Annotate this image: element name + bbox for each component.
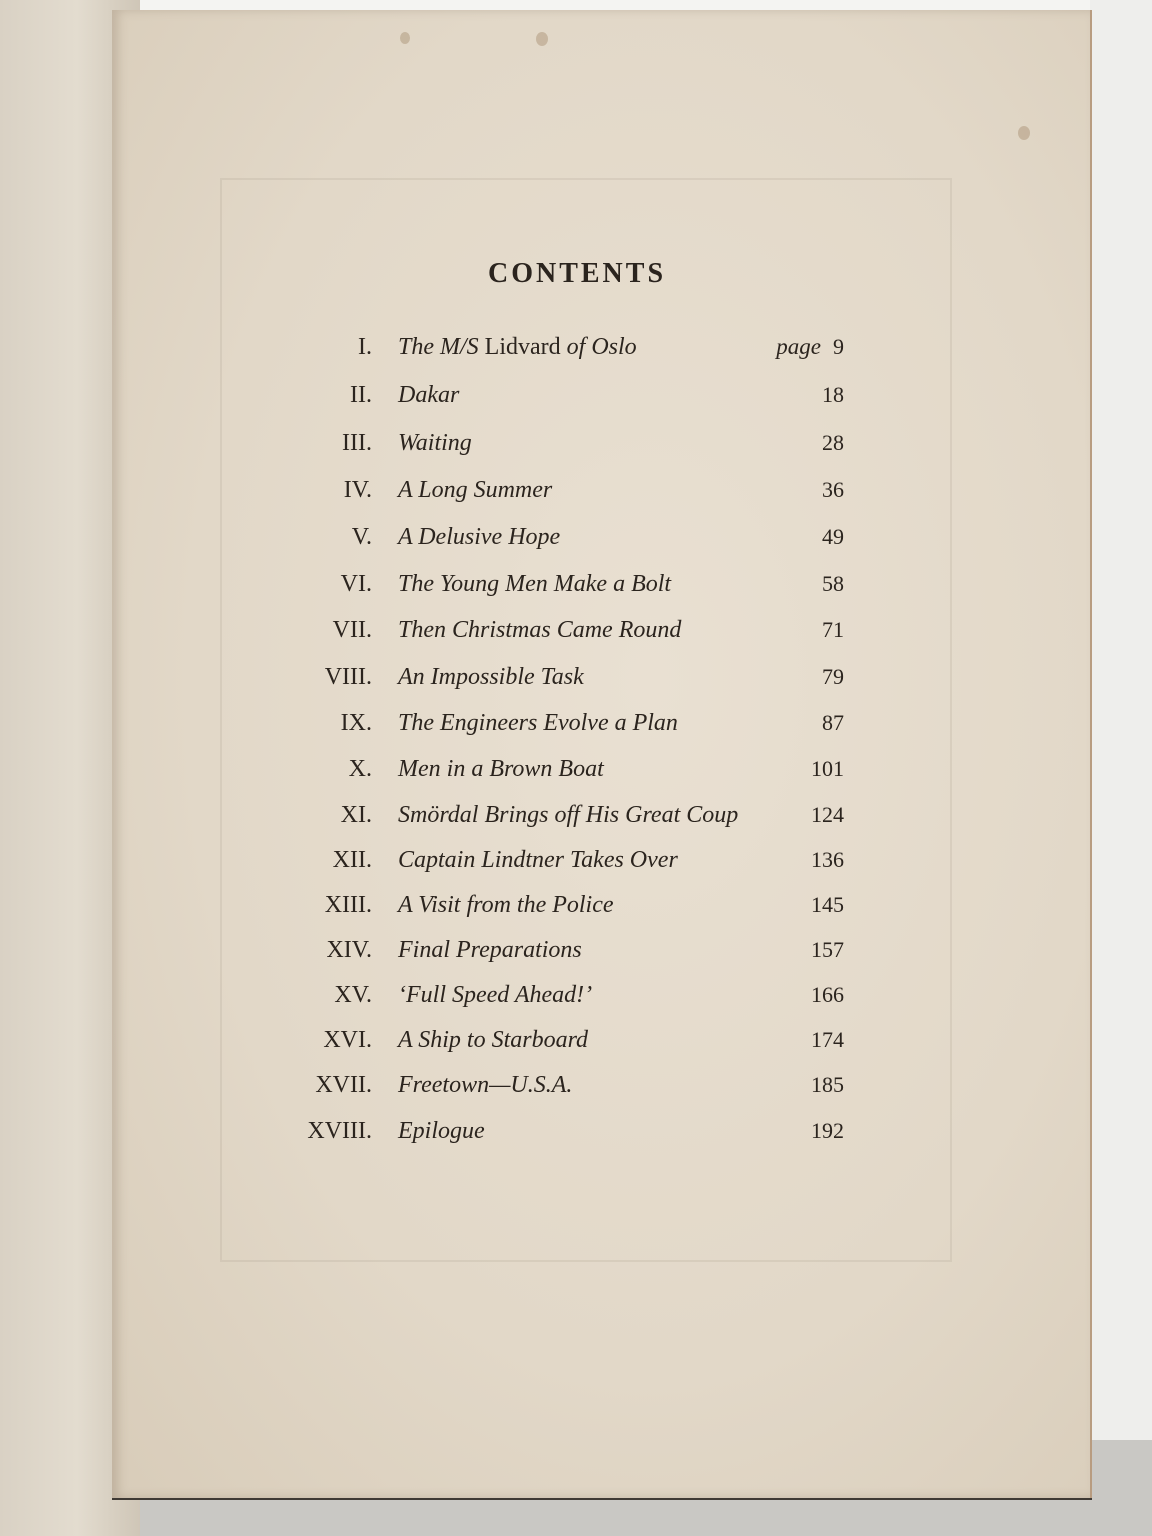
page-number: 49: [822, 524, 844, 549]
page-number: 101: [811, 756, 844, 781]
chapter-title: Waiting: [398, 430, 472, 456]
contents-heading: CONTENTS: [487, 258, 667, 289]
toc-row-8: [0, 664, 1152, 704]
toc-row-1: [0, 334, 1152, 374]
chapter-numeral: IX.: [340, 710, 372, 736]
page-number: 145: [811, 892, 844, 917]
page-number: 9: [833, 334, 844, 359]
chapter-title: [398, 334, 637, 361]
toc-row-3: [0, 430, 1152, 470]
toc-row-17: [0, 1072, 1152, 1112]
page-number: 185: [811, 1072, 844, 1097]
toc-row-11: [0, 802, 1152, 842]
chapter-numeral: XVI.: [323, 1027, 372, 1053]
chapter-numeral: IV.: [343, 477, 372, 503]
page-number: 71: [822, 617, 844, 642]
page-number: 87: [822, 710, 844, 735]
chapter-title: Epilogue: [398, 1118, 485, 1144]
page-number: 192: [811, 1118, 844, 1143]
chapter-title: A Delusive Hope: [398, 524, 561, 550]
toc-row-7: [0, 617, 1152, 657]
page-number: 174: [811, 1027, 844, 1052]
chapter-numeral: XVIII.: [307, 1118, 372, 1144]
chapter-title: Final Preparations: [398, 937, 582, 963]
chapter-numeral: II.: [350, 382, 372, 408]
chapter-title: A Long Summer: [398, 477, 553, 503]
chapter-title: Freetown—U.S.A.: [398, 1072, 573, 1098]
chapter-title: Then Christmas Came Round: [398, 617, 682, 643]
chapter-title: An Impossible Task: [398, 664, 584, 690]
page-number: 28: [822, 430, 844, 455]
page-number: 58: [822, 571, 844, 596]
chapter-title: ‘Full Speed Ahead!’: [398, 982, 593, 1008]
chapter-numeral: XVII.: [315, 1072, 372, 1098]
chapter-numeral: XV.: [334, 982, 372, 1008]
toc-row-10: [0, 756, 1152, 796]
toc-row-5: [0, 524, 1152, 564]
ship-name: Lidvard: [484, 334, 561, 360]
toc-row-18: [0, 1118, 1152, 1158]
chapter-title: The Engineers Evolve a Plan: [398, 710, 678, 736]
page-number: 166: [811, 982, 844, 1007]
toc-row-13: [0, 892, 1152, 932]
page-number: 18: [822, 382, 844, 407]
chapter-numeral: VI.: [340, 571, 372, 597]
chapter-numeral: V.: [351, 524, 372, 550]
chapter-numeral: VII.: [332, 617, 372, 643]
chapter-numeral: X.: [348, 756, 372, 782]
chapter-numeral: III.: [342, 430, 372, 456]
page-number: 136: [811, 847, 844, 872]
toc-row-4: [0, 477, 1152, 517]
chapter-numeral: I.: [358, 334, 372, 360]
page-number: 79: [822, 664, 844, 689]
chapter-title-part: The M/S: [398, 334, 485, 360]
page-number: 124: [811, 802, 844, 827]
chapter-title: Dakar: [398, 382, 460, 408]
chapter-title: A Ship to Starboard: [398, 1027, 589, 1053]
page-number: 157: [811, 937, 844, 962]
toc-row-14: [0, 937, 1152, 977]
chapter-numeral: XII.: [332, 847, 372, 873]
chapter-numeral: VIII.: [324, 664, 372, 690]
toc-row-9: [0, 710, 1152, 750]
chapter-numeral: XIV.: [326, 937, 372, 963]
toc-row-16: [0, 1027, 1152, 1067]
chapter-title: The Young Men Make a Bolt: [398, 571, 672, 597]
chapter-page: [776, 334, 844, 360]
page-number: 36: [822, 477, 844, 502]
chapter-title: Captain Lindtner Takes Over: [398, 847, 678, 873]
toc-row-12: [0, 847, 1152, 887]
chapter-numeral: XIII.: [324, 892, 372, 918]
chapter-title: A Visit from the Police: [398, 892, 614, 918]
toc-row-6: [0, 571, 1152, 611]
chapter-title: Smördal Brings off His Great Coup: [398, 802, 739, 828]
chapter-title: Men in a Brown Boat: [398, 756, 604, 782]
toc-row-2: [0, 382, 1152, 422]
toc-row-15: [0, 982, 1152, 1022]
page-label: page: [776, 334, 821, 359]
chapter-title-part: of Oslo: [560, 334, 637, 360]
chapter-numeral: XI.: [340, 802, 372, 828]
